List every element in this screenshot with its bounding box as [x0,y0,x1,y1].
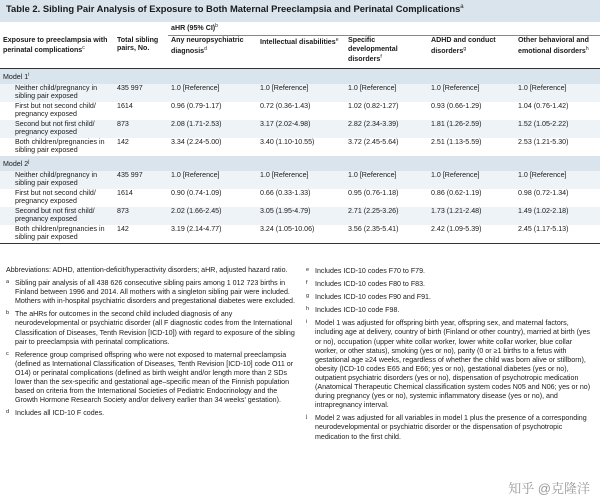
table-row [0,138,600,156]
cell-any: 3.19 (2.14-4.77) [171,225,222,233]
cell-id: 3.40 (1.10-10.55) [260,138,315,146]
cell-exposure: Neither child/pregnancy in sibling pair exposed [0,171,114,189]
cell-adhd: 1.81 (1.26-2.59) [428,120,515,138]
col-header-other: Other behavioral and emotional disorders$^h$ [518,36,589,55]
footnote: j Model 2 was adjusted for all variables in model 1 plus the presence of a corresponding neurodevelopmental or psychiatric disorder or the dispensation of psychotropic medication to the first child. [306,414,587,441]
col-header-pairs: Total sibling pairs, No. [117,35,159,53]
header-row-top [0,22,600,36]
col-header-sdd: Specific developmental disorders$^f$ [348,36,398,64]
cell-other: 1.52 (1.05-2.22) [515,120,600,138]
cell-any: 0.90 (0.74-1.09) [171,189,222,197]
cell-sdd: 2.82 (2.34-3.39) [345,120,428,138]
results-table [0,22,600,244]
table-row [0,84,600,102]
cell-n: 142 [117,138,129,146]
cell-sdd: 2.71 (2.25-3.26) [345,207,428,225]
table-row [0,207,600,225]
col-header-adhd: ADHD and conduct disorders$^g$ [431,36,496,55]
abbreviations: Abbreviations: ADHD, attention-deficit/hyperactivity disorders; aHR, adjusted hazard ratio. [6,266,288,274]
cell-adhd: 1.73 (1.21-2.48) [428,207,515,225]
cell-other: 1.49 (1.02-2.18) [515,207,600,225]
footnote: a Sibling pair analysis of all 438 626 consecutive sibling pairs among 1 012 723 births in Finland between 1996 and 2014. All mothers with a singleton sibling pair were included. Mothers with in-hospital psychiatric disorders and pregestational diabetes were excluded. [6,279,295,306]
cell-id: 0.66 (0.33-1.33) [260,189,311,197]
col-header-exposure: Exposure to preeclampsia with perinatal complications$^c$ [3,35,108,55]
cell-id: 3.05 (1.95-4.79) [257,207,345,225]
cell-other: 1.0 [Reference] [515,171,600,189]
cell-exposure: Both children/pregnancies in sibling pair exposed [15,225,105,242]
header-row [0,36,600,69]
model-row: Model 1$^i$ [0,69,600,85]
ahr-span-header: aHR (95% CI)$^b$ [168,22,600,36]
cell-id: 1.0 [Reference] [257,84,345,102]
cell-exposure: Both children/pregnancies in sibling pair exposed [15,138,105,155]
table-row [0,189,600,207]
footnotes-left [6,266,296,421]
cell-other: 2.45 (1.17-5.13) [518,225,569,233]
cell-n: 873 [114,120,168,138]
cell-exposure: First but not second child/ pregnancy exposed [15,102,96,119]
footnotes-right [306,266,594,445]
footnote: f Includes ICD-10 codes F80 to F83. [306,280,426,289]
cell-n: 1614 [117,102,133,110]
cell-other: 2.53 (1.21-5.30) [518,138,569,146]
cell-adhd: 1.0 [Reference] [428,84,515,102]
cell-sdd: 0.95 (0.76-1.18) [348,189,399,197]
model-row: Model 2$^j$ [0,156,600,171]
cell-other: 1.0 [Reference] [515,84,600,102]
cell-sdd: 3.72 (2.45-5.64) [348,138,399,146]
cell-sdd: 1.0 [Reference] [345,171,428,189]
footnote: e Includes ICD-10 codes F70 to F79. [306,267,426,275]
cell-exposure: First but not second child/ pregnancy exposed [15,189,96,206]
cell-n: 873 [114,207,168,225]
footnote: d Includes all ICD-10 F codes. [6,409,105,418]
cell-adhd: 0.93 (0.66-1.29) [431,102,482,110]
col-header-id: Intellectual disabilities$^e$ [260,37,339,46]
table-row [0,120,600,138]
cell-other: 1.04 (0.76-1.42) [518,102,569,110]
footnote: b The aHRs for outcomes in the second child included diagnosis of any neurodevelopmental or psychiatric disorder (all F diagnostic codes from the International Classification of Diseases, Tenth Revision [ICD-10]) with regard to exposure of the sibling pair to preeclampsia with perinatal complications. [6,310,295,346]
cell-any: 1.0 [Reference] [168,171,257,189]
table-title: Table 2. Sibling Pair Analysis of Exposure to Both Maternal Preeclampsia and Perinatal Complications$^a$ [0,0,600,22]
cell-id: 0.72 (0.36-1.43) [260,102,311,110]
watermark: 知乎 @克隆洋 [508,481,590,496]
cell-adhd: 0.86 (0.62-1.19) [431,189,482,197]
cell-adhd: 2.42 (1.09-5.39) [431,225,482,233]
cell-n: 142 [117,225,129,233]
cell-any: 2.02 (1.66-2.45) [168,207,257,225]
col-header-any: Any neuropsychiatric diagnosis$^d$ [171,36,244,55]
cell-id: 3.24 (1.05-10.06) [260,225,315,233]
footnote: c Reference group comprised offspring who were not exposed to maternal preeclampsia (defined as International Classification of Diseases, Tenth Revision [ICD-10] code O11 or O14) or perinatal complications (defined as birth weight and/or length more than 2 SDs lower than the sex-specific and gestational age–specific mean of the Finnish population based on criteria from the International Societies of Pediatric Endocrinology and the Growth Hormone Research Society and/or delivery earlier than 34 weeks' gestation). [6,350,294,405]
table-row [0,225,600,243]
cell-n: 1614 [117,189,133,197]
cell-other: 0.98 (0.72-1.34) [518,189,569,197]
cell-n: 435 997 [114,171,168,189]
cell-any: 2.08 (1.71-2.53) [168,120,257,138]
table-row [0,102,600,120]
cell-sdd: 1.02 (0.82-1.27) [348,102,399,110]
cell-exposure: Second but not first child/ pregnancy exposed [0,120,114,138]
cell-adhd: 1.0 [Reference] [428,171,515,189]
cell-id: 3.17 (2.02-4.98) [257,120,345,138]
cell-sdd: 1.0 [Reference] [345,84,428,102]
footnote: g Includes ICD-10 codes F90 and F91. [306,293,431,302]
cell-any: 0.96 (0.79-1.17) [171,102,222,110]
cell-adhd: 2.51 (1.13-5.59) [431,138,482,146]
cell-exposure: Second but not first child/ pregnancy exposed [0,207,114,225]
cell-any: 3.34 (2.24-5.00) [171,138,222,146]
footnote: h Includes ICD-10 code F98. [306,306,400,315]
cell-id: 1.0 [Reference] [257,171,345,189]
table-row [0,171,600,189]
cell-sdd: 3.56 (2.35-5.41) [348,225,399,233]
cell-n: 435 997 [114,84,168,102]
cell-exposure: Neither child/pregnancy in sibling pair exposed [0,84,114,102]
footnote: i Model 1 was adjusted for offspring birth year, offspring sex, and maternal factors, including age at delivery, country of birth (Finland or other country), married at birth (yes or no), occupation (upper white collar worker, lower white collar worker, blue collar worker, or other status), smoking (yes or no), parity (0 or ≥1 births to a fetus with gestational age ≥24 weeks, regardless of whether the child was born alive or stillborn), obesity (ICD-10 codes E65 and E66; yes or no), gestational diabetes (yes or no), outpatient psychiatric disorders (yes or no), dispensation of psychotropic medication (Anatomical Therapeutic Chemical classification system codes N05 and N06; yes or no) during pregnancy (yes or no), systemic inflammatory disease (yes or no), and intrapregnancy interval. [306,319,591,410]
cell-any: 1.0 [Reference] [168,84,257,102]
